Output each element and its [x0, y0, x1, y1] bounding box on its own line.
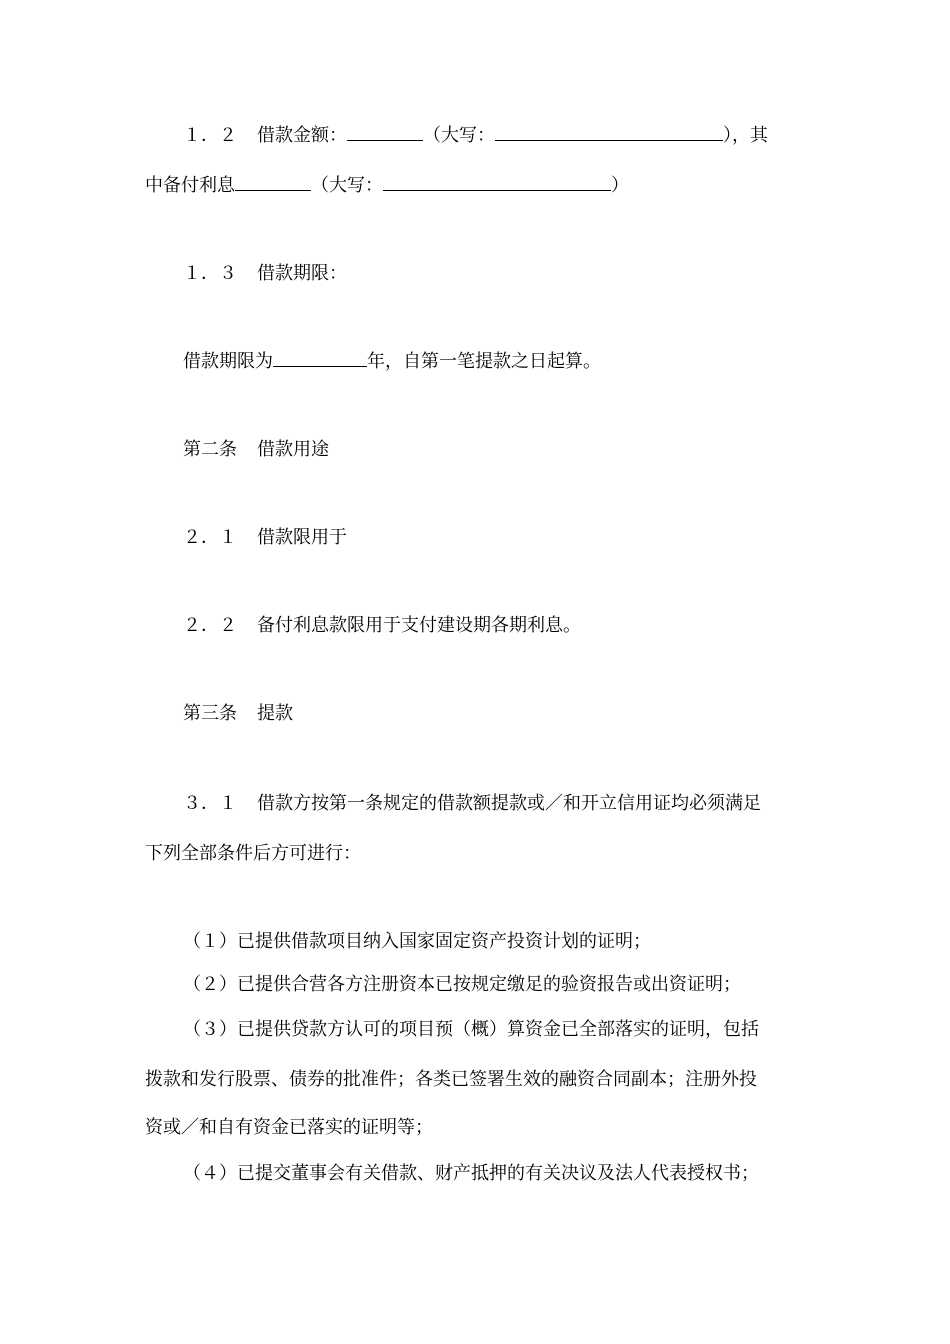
loan-term-post: 年，自第一笔提款之日起算。 [367, 351, 601, 372]
condition-4-text: （４）已提交董事会有关借款、财产抵押的有关决议及法人代表授权书； [183, 1163, 759, 1184]
article-3-heading [183, 702, 843, 726]
clause-1-2-end: ），其 [723, 125, 768, 146]
clause-2-1-number: ２．１ [183, 527, 237, 548]
uppercase-open-label-2: （大写： [311, 175, 383, 196]
reserve-interest-label: 中备付利息 [145, 175, 235, 196]
loan-amount-uppercase-blank[interactable] [495, 124, 723, 141]
clause-3-1-number: ３．１ [183, 793, 237, 814]
clause-2-1-text: 借款限用于 [257, 527, 347, 548]
article-2-title: 借款用途 [257, 439, 329, 460]
article-3-number: 第三条 [183, 703, 237, 724]
clause-3-1-text1: 借款方按第一条规定的借款额提款或／和开立信用证均必须满足 [257, 793, 761, 814]
clause-3-1-line1 [183, 792, 843, 816]
clause-2-2-number: ２．２ [183, 615, 237, 636]
clause-1-3 [183, 262, 843, 286]
condition-2-text: （２）已提供合营各方注册资本已按规定缴足的验资报告或出资证明； [183, 974, 741, 995]
condition-1 [183, 930, 843, 954]
reserve-interest-uppercase-blank[interactable] [383, 174, 611, 191]
article-2-number: 第二条 [183, 439, 237, 460]
clause-1-2-line1 [183, 124, 843, 148]
clause-1-3-label: 借款期限： [257, 263, 347, 284]
clause-1-3-number: １．３ [183, 263, 237, 284]
clause-2-2-text: 备付利息款限用于支付建设期各期利息。 [257, 615, 581, 636]
clause-2-1 [183, 526, 843, 550]
article-3-title: 提款 [257, 703, 293, 724]
condition-1-text: （１）已提供借款项目纳入国家固定资产投资计划的证明； [183, 931, 651, 952]
article-2-heading [183, 438, 843, 462]
condition-3-line1 [183, 1018, 843, 1042]
clause-3-1-line2 [145, 842, 805, 866]
clause-1-2-line2 [145, 174, 805, 198]
condition-3-text1: （３）已提供贷款方认可的项目预（概）算资金已全部落实的证明，包括 [183, 1019, 759, 1040]
condition-3-text2: 拨款和发行股票、债券的批准件；各类已签署生效的融资合同副本；注册外投 [145, 1069, 757, 1090]
loan-term-years-blank[interactable] [273, 350, 367, 367]
loan-term-sentence [183, 350, 843, 374]
clause-3-1-text2: 下列全部条件后方可进行： [145, 843, 361, 864]
clause-2-2 [183, 614, 843, 638]
uppercase-open-label: （大写： [423, 125, 495, 146]
loan-amount-label: 借款金额： [257, 125, 347, 146]
clause-1-2-number: １．２ [183, 125, 237, 146]
loan-amount-blank[interactable] [347, 124, 423, 141]
condition-3-line3 [145, 1116, 805, 1140]
loan-term-pre: 借款期限为 [183, 351, 273, 372]
condition-2 [183, 973, 843, 997]
condition-3-text3: 资或／和自有资金已落实的证明等； [145, 1117, 433, 1138]
condition-3-line2 [145, 1068, 805, 1092]
clause-1-2-close: ） [611, 175, 629, 196]
condition-4 [183, 1162, 843, 1186]
reserve-interest-blank[interactable] [235, 174, 311, 191]
